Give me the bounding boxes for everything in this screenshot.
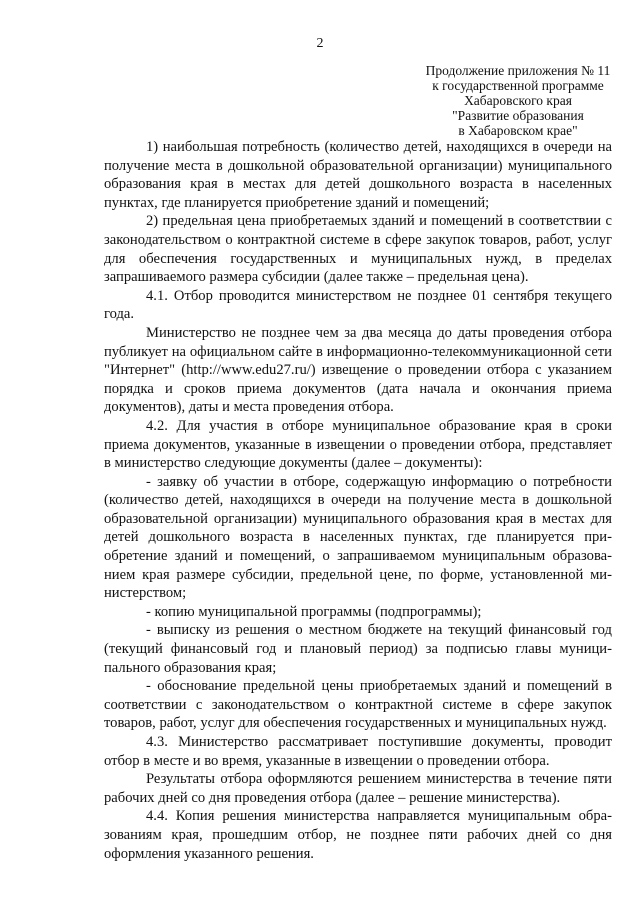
paragraph: 1) наибольшая потребность (количество детей, находящихся в очереди на получение места в дошкольной образовательной организации) муниципального образования края в местах для детей дошкольного возраста в населенных пунктах, где планируется приобретение зданий и помещений;: [104, 139, 612, 211]
appendix-header-line: в Хабаровском крае": [458, 123, 578, 138]
document-body: [104, 138, 612, 863]
appendix-header-line: Хабаровского края: [464, 93, 572, 108]
appendix-header-line: "Развитие образования: [452, 108, 584, 123]
paragraph: Результаты отбора оформляются решением министерства в течение пяти рабочих дней со дня проведения отбора (далее – решение министерства).: [104, 771, 612, 806]
page-number: 2: [316, 36, 324, 51]
appendix-header-line: Продолжение приложения № 11: [425, 63, 611, 78]
paragraph: - обоснование предельной цены приобретаемых зданий и помещений в соответствии с законодательством о контрактной системе в сфере закупок товаров, работ, услуг для обеспечения государственных и муниципальных нужд.: [104, 678, 612, 732]
paragraph: 4.4. Копия решения министерства направляется муниципальным образованиям края, прошедшим отбор, не позднее пяти рабочих дней со дня оформления указанного решения.: [104, 808, 612, 862]
paragraph: Министерство не позднее чем за два месяца до даты проведения отбора публикует на официальном сайте в информационно-телекоммуникационной сети "Интернет" (http://www.edu27.ru/) извещение о проведении отбора с указанием порядка и сроков приема документов (дата начала и окончания приема документов), даты и места проведения отбора.: [104, 324, 612, 416]
paragraph: - выписку из решения о местном бюджете на текущий финансовый год (текущий финансовый год и плановый период) за подписью главы муниципального образования края;: [104, 622, 612, 676]
appendix-header: [420, 63, 616, 138]
paragraph: 4.1. Отбор проводится министерством не позднее 01 сентября текущего года.: [104, 287, 612, 323]
paragraph: - заявку об участии в отборе, содержащую информацию о потребности (количество детей, находящихся в очереди на получение места в дошкольной образовательной организации) муниципального образования края в местах для детей дошкольного возраста в населенных пунктах, где планируется приобретение зданий и помещений, о запрашиваемом муниципальным образованием края размере субсидии, предельной цене, по форме, установленной министерством;: [104, 473, 612, 602]
paragraph: 4.3. Министерство рассматривает поступившие документы, проводит отбор в месте и во время, указанные в извещении о проведении отбора.: [104, 734, 612, 769]
paragraph: - копию муниципальной программы (подпрограммы);: [146, 603, 482, 620]
appendix-header-line: к государственной программе: [432, 78, 604, 93]
paragraph: 4.2. Для участия в отборе муниципальное образование края в сроки приема документов, указанные в извещении о проведении отбора, представляет в министерство следующие документы (далее – документы):: [104, 417, 612, 472]
paragraph: 2) предельная цена приобретаемых зданий и помещений в соответствии с законодательством о контрактной системе в сфере закупок товаров, работ, услуг для обеспечения государственных и муниципальных нужд, в пределах запрашиваемого размера субсидии (далее также – предельная цена).: [104, 213, 612, 286]
